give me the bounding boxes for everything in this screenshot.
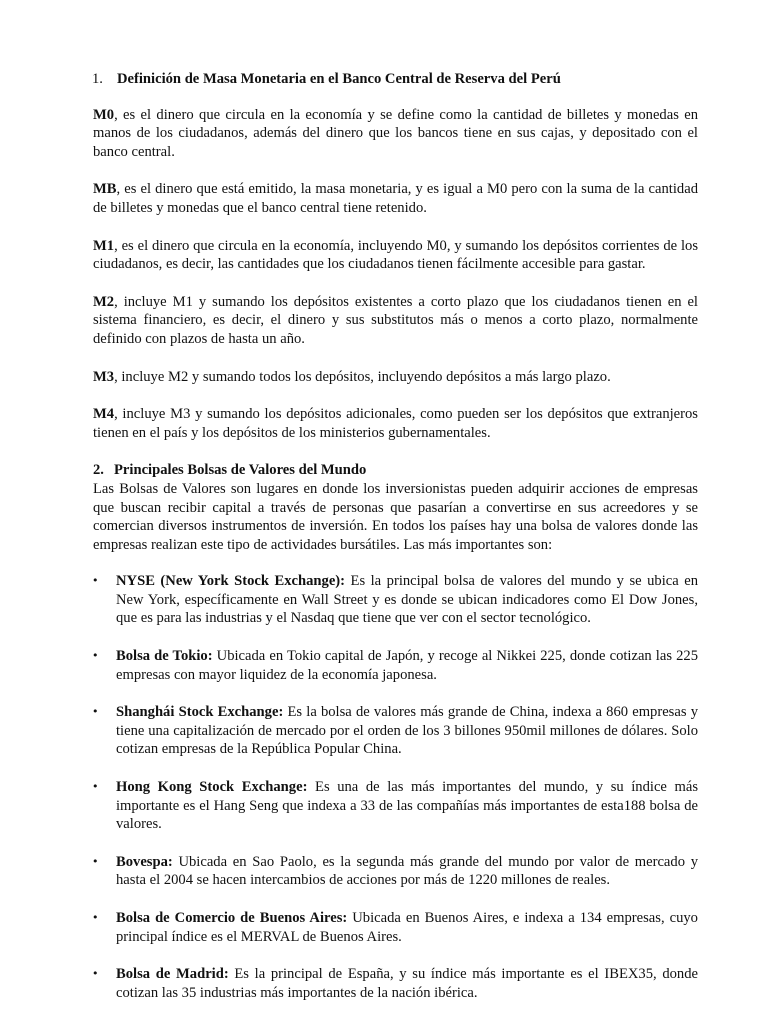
exchange-name: Bolsa de Tokio: bbox=[116, 648, 213, 665]
exchange-text: Ubicada en Tokio capital de Japón, y recoge al Nikkei 225, donde cotizan las 225 empresas con mayor liquidez de la economía japonesa. bbox=[116, 648, 698, 683]
exchange-name: Bolsa de Madrid: bbox=[116, 966, 229, 983]
definition-mb bbox=[93, 180, 698, 217]
definition-m1 bbox=[93, 237, 698, 274]
term-m1: M1 bbox=[93, 237, 115, 254]
exchange-text: Es la principal bolsa de valores del mundo y se ubica en New York, específicamente en Wall Street y es donde se ubican indicadores como El Dow Jones, que es para las industrias y el Nasdaq que tiene que ver con el sector tecnológico. bbox=[116, 573, 698, 627]
list-item-tokio bbox=[93, 647, 698, 684]
list-item-hong-kong bbox=[93, 778, 698, 834]
bullet-icon: • bbox=[92, 705, 99, 719]
definition-m3 bbox=[93, 368, 698, 387]
exchange-name: NYSE (New York Stock Exchange): bbox=[116, 573, 346, 590]
definition-m4-text: , incluye M3 y sumando los depósitos adicionales, como pueden ser los depósitos que extranjeros tienen en el país y los depósitos de los ministerios gubernamentales. bbox=[93, 406, 698, 441]
section-2-intro: Las Bolsas de Valores son lugares en donde los inversionistas pueden adquirir acciones de empresas que buscan recibir capital a través de personas que pasarían a convertirse en sus acreedores y se comercian diversos instrumentos de inversión. En todos los países hay una bolsa de valores donde las empresas realizan este tipo de actividades bursátiles. Las más importantes son: bbox=[93, 480, 698, 553]
definition-m2 bbox=[93, 293, 698, 349]
list-item-nyse bbox=[93, 572, 698, 628]
definition-mb-text: , es el dinero que está emitido, la masa monetaria, y es igual a M0 pero con la suma de la cantidad de billetes y monedas que el banco central tiene retenido. bbox=[93, 181, 698, 216]
exchange-text: Es la bolsa de valores más grande de China, indexa a 860 empresas y tiene una capitalización de mercado por el orden de los 3 billones 950mil millones de dólares. Solo cotizan empresas de la República Popular China. bbox=[116, 704, 698, 758]
definition-m0 bbox=[93, 106, 698, 162]
exchange-name: Bolsa de Comercio de Buenos Aires: bbox=[116, 910, 348, 926]
bullet-icon: • bbox=[92, 967, 99, 981]
exchange-text: Ubicada en Buenos Aires, e indexa a 134 empresas, cuyo principal índice es el MERVAL de Buenos Aires. bbox=[116, 910, 698, 945]
term-m4: M4 bbox=[93, 406, 115, 423]
section-2-heading bbox=[93, 461, 698, 480]
list-item-buenos-aires bbox=[93, 909, 698, 946]
bullet-icon: • bbox=[92, 649, 99, 663]
definition-m2-text: , incluye M1 y sumando los depósitos existentes a corto plazo que los ciudadanos tienen en el sistema financiero, es decir, el dinero y sus substitutos más o menos a corto plazo, normalmente definido con plazos de hasta un año. bbox=[93, 293, 698, 347]
definition-m4 bbox=[93, 405, 698, 442]
list-item-madrid bbox=[93, 965, 698, 1002]
section-1-number: 1. bbox=[92, 71, 103, 87]
exchange-text: Es una de las más importantes del mundo, y su índice más importante es el Hang Seng que indexa a 33 de las compañías más importantes de esta188 bolsa de valores. bbox=[116, 779, 699, 833]
list-item-bovespa bbox=[93, 853, 698, 890]
definition-m1-text: , es el dinero que circula en la economía, incluyendo M0, y sumando los depósitos corrientes de los ciudadanos, es decir, las cantidades que los ciudadanos tienen fácilmente accesible para gastar. bbox=[93, 237, 698, 273]
bullet-icon: • bbox=[92, 780, 99, 794]
bullet-icon: • bbox=[92, 574, 99, 588]
bullet-icon: • bbox=[92, 854, 99, 868]
exchange-name: Shanghái Stock Exchange: bbox=[116, 704, 284, 721]
section-1-title: Definición de Masa Monetaria en el Banco Central de Reserva del Perú bbox=[117, 71, 561, 87]
section-1-heading bbox=[93, 70, 698, 89]
term-m3: M3 bbox=[93, 368, 115, 385]
term-m0: M0 bbox=[93, 106, 115, 123]
exchange-name: Hong Kong Stock Exchange: bbox=[116, 779, 308, 796]
exchanges-list bbox=[93, 572, 698, 1002]
bullet-icon: • bbox=[92, 911, 99, 924]
definition-m3-text: , incluye M2 y sumando todos los depósitos, incluyendo depósitos a más largo plazo. bbox=[114, 368, 611, 385]
exchange-text: Es la principal de España, y su índice más importante es el IBEX35, donde cotizan las 35 industrias más importantes de la nación ibérica. bbox=[116, 966, 698, 1001]
section-2-title: Principales Bolsas de Valores del Mundo bbox=[114, 462, 367, 479]
definition-m0-text: , es el dinero que circula en la economía y se define como la cantidad de billetes y monedas en manos de los ciudadanos, además del dinero que los bancos tiene en sus cajas, y depositado con el banco central. bbox=[93, 106, 698, 160]
list-item-shanghai bbox=[93, 703, 698, 759]
exchange-name: Bovespa: bbox=[116, 853, 173, 870]
term-mb: MB bbox=[93, 181, 117, 198]
term-m2: M2 bbox=[93, 293, 115, 310]
exchange-text: Ubicada en Sao Paolo, es la segunda más grande del mundo por valor de mercado y hasta el 2004 se hacen intercambios de acciones por más de 1220 millones de reales. bbox=[116, 853, 698, 889]
section-2-number: 2. bbox=[93, 462, 104, 479]
